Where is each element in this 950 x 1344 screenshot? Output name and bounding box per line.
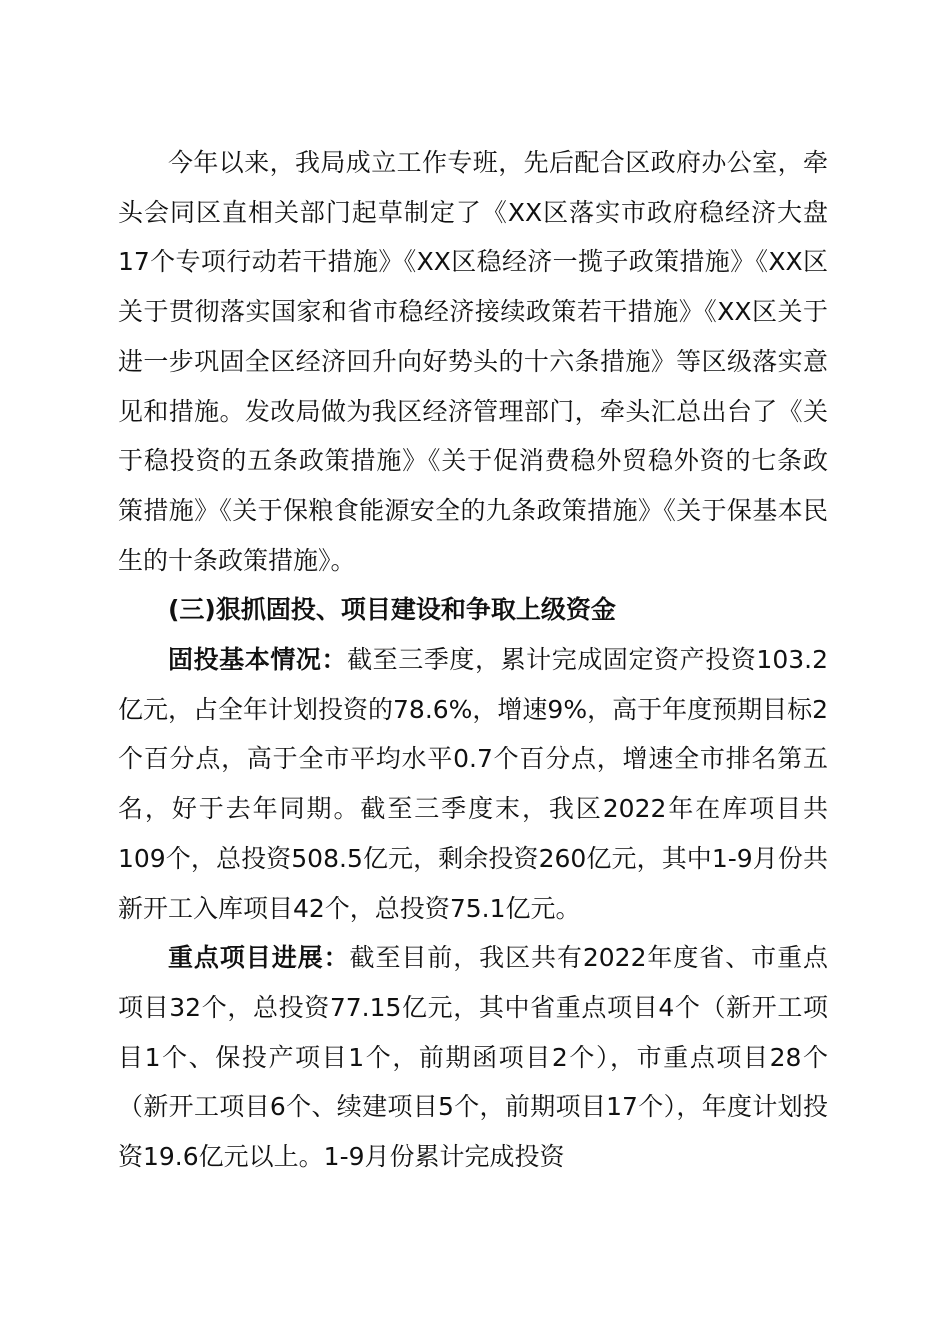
paragraph-key-projects <box>118 933 828 1182</box>
key-projects-lead: 重点项目进展： <box>168 943 350 973</box>
section-heading: (三)狠抓固投、项目建设和争取上级资金 <box>168 595 616 625</box>
fixed-investment-body: 截至三季度，累计完成固定资产投资103.2亿元，占全年计划投资的78.6%，增速9%，高于年度预期目标2个百分点，高于全市平均水平0.7个百分点，增速全市排名第五名，好于去年同期。截至三季度末，我区2022年在库项目共109个，总投资508.5亿元，剩余投资260亿元，其中1-9月份共新开工入库项目42个，总投资75.1亿元。 <box>118 645 828 923</box>
document-page <box>118 138 828 1182</box>
key-projects-body: 截至目前，我区共有2022年度省、市重点项目32个，总投资77.15亿元，其中省重点项目4个（新开工项目1个、保投产项目1个，前期函项目2个），市重点项目28个（新开工项目6个、续建项目5个，前期项目17个），年度计划投资19.6亿元以上。1-9月份累计完成投资 <box>118 943 828 1172</box>
paragraph-fixed-investment <box>118 635 828 933</box>
paragraph-policy-measures: 今年以来，我局成立工作专班，先后配合区政府办公室，牵头会同区直相关部门起草制定了《XX区落实市政府稳经济大盘17个专项行动若干措施》《XX区稳经济一揽子政策措施》《XX区关于贯彻落实国家和省市稳经济接续政策若干措施》《XX区关于进一步巩固全区经济回升向好势头的十六条措施》等区级落实意见和措施。发改局做为我区经济管理部门，牵头汇总出台了《关于稳投资的五条政策措施》《关于促消费稳外贸稳外资的七条政策措施》《关于保粮食能源安全的九条政策措施》《关于保基本民生的十条政策措施》。 <box>118 148 828 575</box>
fixed-investment-lead: 固投基本情况： <box>168 645 348 675</box>
